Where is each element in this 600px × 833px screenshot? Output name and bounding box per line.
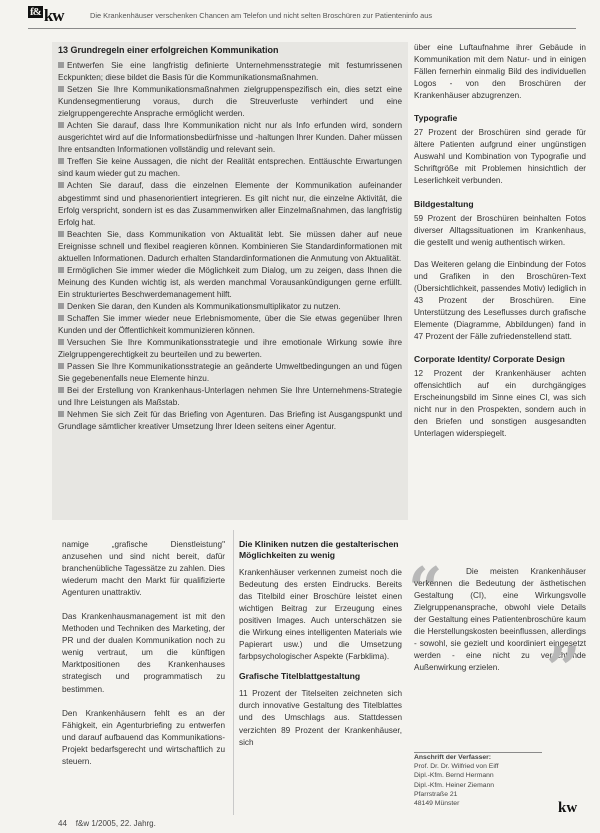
bullet-icon <box>58 363 64 369</box>
body-paragraph: 27 Prozent der Broschüren sind gerade für ältere Patienten aufgrund einer ungünstigen Auswahl und Kombination von Typografie und Schriftgröße mit Problemen hinsichtlich der Leserlichkeit verbunden. <box>414 128 586 186</box>
right-column-top <box>414 42 586 440</box>
close-quote-icon: ” <box>546 635 581 705</box>
rule-item: Treffen Sie keine Aussagen, die nicht der Realität entsprechen. Enttäuschte Erwartungen sind kaum wieder gut zu machen. <box>58 157 402 179</box>
rule-item: Passen Sie Ihre Kommunikationsstrategie an geänderte Umweltbedingungen an und fügen Sie gegebenenfalls neue Elemente hinzu. <box>58 362 402 384</box>
rule-item: Achten Sie darauf, dass Ihre Kommunikation nicht nur als Info erfunden wird, sondern ausgerichtet wird auf die Informationsbedürfnisse und -haltungen Ihrer Kunden. Daher müssen Ihre entsandten Informationen vollständig und relevant sein. <box>58 121 402 155</box>
rule-item: Nehmen Sie sich Zeit für das Briefing von Agenturen. Das Briefing ist Ausgangspunkt und Grundlage sämtlicher kreativer Umsetzung Ihrer Ideen seitens einer Agentur. <box>58 410 402 432</box>
bullet-icon <box>58 158 64 164</box>
rule-item: Bei der Erstellung von Krankenhaus-Unterlagen nehmen Sie Ihre Unternehmens-Strategie und Ihre Leistungen als Maßstab. <box>58 386 402 408</box>
bullet-icon <box>58 411 64 417</box>
bullet-icon <box>58 303 64 309</box>
rule-item: Achten Sie darauf, dass die einzelnen Elemente der Kommunikation aufeinander abgestimmt sind und phasenorientiert integrieren. Es gilt nicht nur, die einzelne Aktivität, die Erfolg verspricht, sondern ist es das Zusammenwirken aller Einzelmaßnahmen, das langfristig Erfolg hat. <box>58 181 402 227</box>
journal-logo: f& kw <box>30 6 64 25</box>
column-divider <box>233 530 234 815</box>
body-paragraph: Den Krankenhäusern fehlt es an der Fähigkeit, ein Agenturbriefing zu entwerfen und darauf aufbauend das Kommunikations-Projekt bedarfsgerecht und wirtschaftlich zu steuern. <box>62 708 225 766</box>
contact-heading: Anschrift der Verfasser: <box>414 754 492 761</box>
bullet-icon <box>58 339 64 345</box>
contact-line: Pfarrstraße 21 <box>414 790 458 798</box>
rule-item: Versuchen Sie Ihre Kommunikationsstrategie und ihre emotionale Wirkung sowie ihre Zielgruppengerechtigkeit zu beurteilen und zu bewerten. <box>58 338 402 360</box>
rule-item: Beachten Sie, dass Kommunikation von Aktualität lebt. Sie müssen daher auf neue Ereignisse schnell und flexibel reagieren können. Kombinieren Sie Standardinformationen mit aktuellen Informationen. Dadurch erhalten Standardinformationen die Anmutung von Aktualität. <box>58 229 402 263</box>
section-heading-2: Grafische Titelblattgestaltung <box>239 671 361 682</box>
section-heading: Bildgestaltung <box>414 198 474 209</box>
bullet-icon <box>58 182 64 188</box>
lower-left-column <box>62 539 225 780</box>
rule-item: Setzen Sie Ihre Kommunikationsmaßnahmen zielgruppenspezifisch ein, dies setzt eine Kundensegmentierung voraus, durch die Streuverluste verhindert und eine zielgruppengerechte Ansprache ermöglicht werden. <box>58 85 402 119</box>
lower-middle-column <box>239 539 402 749</box>
contact-line: Dipl.-Kfm. Bernd Hermann <box>414 772 494 780</box>
footer-logo: kw <box>558 800 578 816</box>
contact-line: 48149 Münster <box>414 800 460 808</box>
bullet-icon <box>58 387 64 393</box>
body-paragraph: 59 Prozent der Broschüren beinhalten Fotos diverser Alltagssituationen im Krankenhaus, die gestellt und wenig authentisch wirken. <box>414 213 586 247</box>
contact-line: Prof. Dr. Dr. Wilfried von Eiff <box>414 763 499 771</box>
open-quote-icon: “ <box>408 555 443 625</box>
bullet-icon <box>58 86 64 92</box>
body-paragraph: namige „grafische Dienstleistung" anzusehen und sind nicht bereit, dafür branchenübliche Tagessätze zu zahlen. Dies wiederum macht den Markt für qualifizierte Agenturen unattraktiv. <box>62 540 225 598</box>
body-paragraph-2: 11 Prozent der Titelseiten zeichneten sich durch innovative Gestaltung des Titelblattes und des Umschlags aus. Stattdessen verzichten 89 Prozent der Krankenhäuser, sich <box>239 689 402 747</box>
rule-item: Entwerfen Sie eine langfristig definierte Unternehmensstrategie mit festumrissenen Eckpunkten; diese bildet die Basis für die Kommunikationsmaßnahmen. <box>58 61 402 83</box>
bullet-icon <box>58 122 64 128</box>
section-heading: Corporate Identity/ Corporate Design <box>414 354 565 365</box>
section-heading: Die Kliniken nutzen die gestalterischen Möglichkeiten zu wenig <box>239 539 399 560</box>
right-intro: über eine Luftaufnahme ihrer Gebäude in Kommunikation mit dem Natur- und in einigen Fällen fernerhin einmalig Bild des individuellen Logos - von den Broschüren der Krankenhäuser abzugrenzen. <box>414 43 586 101</box>
box-list <box>58 60 402 433</box>
footer-source: f&w 1/2005, 22. Jahrg. <box>75 819 156 828</box>
bullet-icon <box>58 231 64 237</box>
rule-item: Schaffen Sie immer wieder neue Erlebnismomente, über die Sie etwas gegenüber Ihren Kunden und der Öffentlichkeit kommunizieren können. <box>58 313 402 336</box>
author-contact <box>414 752 542 823</box>
bullet-icon <box>58 62 64 68</box>
rule-item: Ermöglichen Sie immer wieder die Möglichkeit zum Dialog, um zu zeigen, dass Ihnen die Meinung des Kunden wichtig ist, als werden manchmal Vorausankündigungen gerne erfüllt. Ein strukturiertes Beschwerdemanagement hilft. <box>58 265 402 299</box>
body-paragraph: Das Weiteren gelang die Einbindung der Fotos und Grafiken in den Broschüren-Text (Übersichtlichkeit, passendes Motiv) lediglich in 43 Prozent der Broschüren. Eine Unterstützung des Leseflusses durch grafische Elemente (Diagramme, Abbildungen) fand in 47 Prozent der Fälle zufriedenstellend statt. <box>414 259 586 341</box>
body-paragraph: Krankenhäuser verkennen zumeist noch die Bedeutung des ersten Eindrucks. Bereits das Titelbild einer Broschüre leistet einen wichtigen Beitrag zur Erzeugung eines positiven Images. Auch unterschätzen sie die Wirkung eines intelligenten Materials wie Papierart usw.) und die Umsetzung farbpsychologischer Aspekte (Farbklima). <box>239 568 402 662</box>
section-heading: Typografie <box>414 113 458 124</box>
box-title: 13 Grundregeln einer erfolgreichen Kommunikation <box>58 45 279 55</box>
rule-item: Denken Sie daran, den Kunden als Kommunikationsmultiplikator zu nutzen. <box>58 301 402 313</box>
bullet-icon <box>58 267 64 273</box>
body-paragraph: 12 Prozent der Krankenhäuser achten offensichtlich auf ein durchgängiges Erscheinungsbild im Sinne eines CI, was sich nicht nur in den Prospekten, sondern auch in den Briefen und sonstigen ausgesandten Unterlagen widerspiegelt. <box>414 369 586 439</box>
page-number: 44 <box>58 819 67 828</box>
bullet-icon <box>58 315 64 321</box>
page-footer <box>58 819 156 828</box>
running-header <box>28 6 576 29</box>
header-text: Die Krankenhäuser verschenken Chancen am Telefon und nicht selten Broschüren zur Patienteninfo aus <box>90 11 433 20</box>
body-paragraph: Das Krankenhausmanagement ist mit den Methoden und Techniken des Marketing, der PR und der dualen Kommunikation noch zu wenig vertraut, um die künftigen Marktpositionen des Krankenhauses strategisch und programmatisch zu bestimmen. <box>62 612 225 694</box>
contact-line: Dipl.-Kfm. Heiner Ziemann <box>414 781 495 789</box>
grundregeln-box <box>52 42 408 520</box>
pull-quote: Die meisten Krankenhäuser verkennen die Bedeutung der ästhetischen Gestaltung (CI), eine Wirkungsvolle Zielgruppenansprache, obwohl viele Details der Gestaltung eines Patientenbroschüre kaum die Herstellungskosten beeinflussen, allerdings - sowohl, sie gezielt und koordiniert eingesetzt werden - eine nicht zu verachtende Außenwirkung erzielen. <box>414 567 586 673</box>
